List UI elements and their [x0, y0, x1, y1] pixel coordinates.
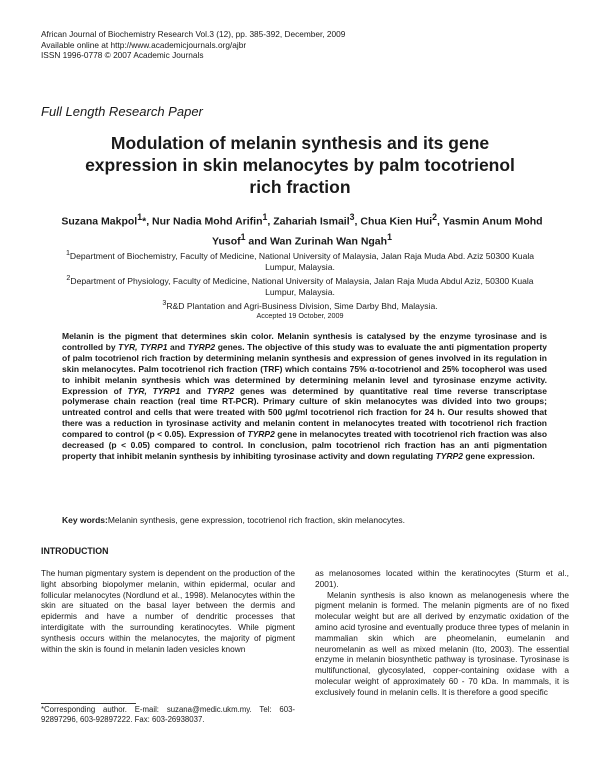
gene-name: TYRP2 [247, 429, 275, 440]
section-heading: INTRODUCTION [41, 546, 109, 556]
corresponding-author-footnote: *Corresponding author. E-mail: suzana@medic.ukm.my. Tel: 603-92897296, 603-92897222. Fax: 603-26938037. [41, 705, 295, 724]
affiliation-mark: 2 [66, 273, 71, 282]
affiliation-1 [50, 248, 550, 273]
author-affiliation-mark: 1 [387, 231, 392, 242]
author-affiliation-mark: 1 [137, 212, 143, 222]
abstract-text: and [167, 341, 188, 352]
gene-name: TYR, TYRP1 [118, 341, 168, 352]
gene-name: TYRP2 [187, 341, 216, 352]
paper-title [60, 132, 540, 198]
paragraph: as melanosomes located within the keratinocytes (Sturm et al., 2001). [315, 568, 569, 589]
gene-name: TYRP2 [206, 385, 235, 396]
author-name: , Chua Kien Hui [354, 215, 433, 228]
affiliation-text: Department of Biochemistry, Faculty of Medicine, National University of Malaysia, Jalan Raja Muda Abd. Aziz 50300 Kuala Lumpur, Malaysia. [69, 250, 535, 272]
keywords [62, 515, 547, 525]
abstract-text: gene in melanocytes treated with tocotrienol rich fraction was also decreased (p < 0.05) compared to control. In conclusion, palm tocotrienol rich fraction has an anti pigmentation property that inhibit melanin synthesis by inhibiting tyrosinase activity and down regulating [62, 429, 548, 461]
author-name: and Wan Zurinah Wan Ngah [245, 235, 388, 247]
abstract-text: genes was determined by quantitative real time reverse transcriptase polymerase chain reaction (real time RT-PCR). Primary culture of skin melanocytes was divided into two groups; untreated control and cells that were treated with 500 µg/ml tocotrienol rich fraction for 24 h. Our results showed that there was a reduction in tyrosinase activity and melanin content in melanocytes treated with tocotrienol rich fraction compared to control (p < 0.05). Expression of [62, 385, 547, 440]
gene-name: TYR, TYRP1 [127, 385, 181, 396]
affiliation-mark: 1 [65, 249, 70, 257]
body-column-right [315, 568, 569, 698]
journal-citation: African Journal of Biochemistry Research Vol.3 (12), pp. 385-392, December, 2009 [41, 29, 346, 39]
affiliation-mark: 3 [162, 298, 167, 307]
abstract-text: and [180, 385, 207, 396]
footnote-divider [41, 703, 136, 704]
journal-availability: Available online at http://www.academicjournals.org/ajbr [41, 39, 247, 50]
keywords-text: Melanin synthesis, gene expression, tocotrienol rich fraction, skin melanocytes. [107, 515, 406, 525]
journal-issn: ISSN 1996-0778 © 2007 Academic Journals [41, 50, 204, 60]
author-affiliation-mark: 1 [240, 231, 246, 242]
affiliation-text: R&D Plantation and Agri-Business Division, Sime Darby Bhd, Malaysia. [166, 300, 438, 311]
abstract-text: genes. The objective of this study was to evaluate the anti pigmentation property of palm tocotrienol rich fraction by determining melanin synthesis and expression of genes involved in its regulation in skin melanocytes. Palm tocotrienol rich fraction (TRF) which contains 75% α-tocotrienol and 25% tocopherol was used to inhibit melanin synthesis which was determined by determining melanin level and tyrosinase enzyme activity. Expression of [62, 341, 547, 396]
affiliations [50, 248, 550, 312]
title-line: rich fraction [249, 177, 351, 197]
affiliation-3 [50, 298, 550, 312]
corresponding-mark: * [142, 215, 147, 228]
author-name: , Zahariah Ismail [267, 215, 350, 228]
affiliation-text: Department of Physiology, Faculty of Medicine, National University of Malaysia, Jalan Raja Muda Abdul Aziz, 50300 Kuala Lumpur, Malaysia. [70, 275, 534, 297]
author-name: Suzana Makpol [61, 215, 138, 228]
paper-type: Full Length Research Paper [41, 104, 203, 119]
paragraph: The human pigmentary system is dependent on the production of the light absorbing biopolymer melanin, within epidermal, ocular and follicular melanocytes (Nordlund et al., 1998). Melanocytes within the skin are situated on the basal layer between the dermis and epidermis and have a number of dendritic processes that interdigitate with the surrounding keratinocytes. While pigment synthesis occurs within the melanocytes, the majority of pigment within the skin is found in melanin laden vesicles known [41, 568, 295, 654]
journal-header [41, 29, 345, 61]
abstract [62, 331, 547, 462]
paragraph: Melanin synthesis is also known as melanogenesis where the pigment melanin is formed. The melanin pigments are of no fixed molecular weight but are all derived by enzymatic oxidation of the amino acid tyrosine and eventually produce three types of melanin in mammalian skin which are pheomelanin, eumelanin and neuromelanin as well as mixed melanin (Ito, 2003). The essential enzyme in melanin biosynthetic pathway is tyrosinase. Tyrosinase is multifunctional, glycosylated, copper-containing oxidase with a molecular weight of approximately 60 - 70 kDa. In mammals, it is exclusively found in melanin cells. It is therefore a good specific [315, 589, 569, 697]
title-line: Modulation of melanin synthesis and its gene [110, 133, 490, 153]
author-affiliation-mark: 3 [349, 212, 355, 222]
author-name: , Yasmin Anum Mohd Yusof [212, 215, 543, 247]
accepted-date: Accepted 19 October, 2009 [256, 311, 344, 320]
gene-name: TYRP2 [435, 450, 463, 461]
author-list [52, 210, 552, 249]
affiliation-2 [50, 273, 550, 298]
keywords-label: Key words: [62, 515, 108, 525]
author-name: , Nur Nadia Mohd Arifin [146, 215, 263, 228]
body-column-left [41, 568, 295, 654]
abstract-text: gene expression. [462, 450, 535, 461]
author-affiliation-mark: 2 [432, 212, 437, 222]
title-line: expression in skin melanocytes by palm tocotrienol [85, 155, 515, 175]
author-affiliation-mark: 1 [262, 212, 268, 222]
abstract-text: Melanin is the pigment that determines skin color. Melanin synthesis is catalysed by the enzyme tyrosinase and is controlled by [62, 331, 547, 352]
